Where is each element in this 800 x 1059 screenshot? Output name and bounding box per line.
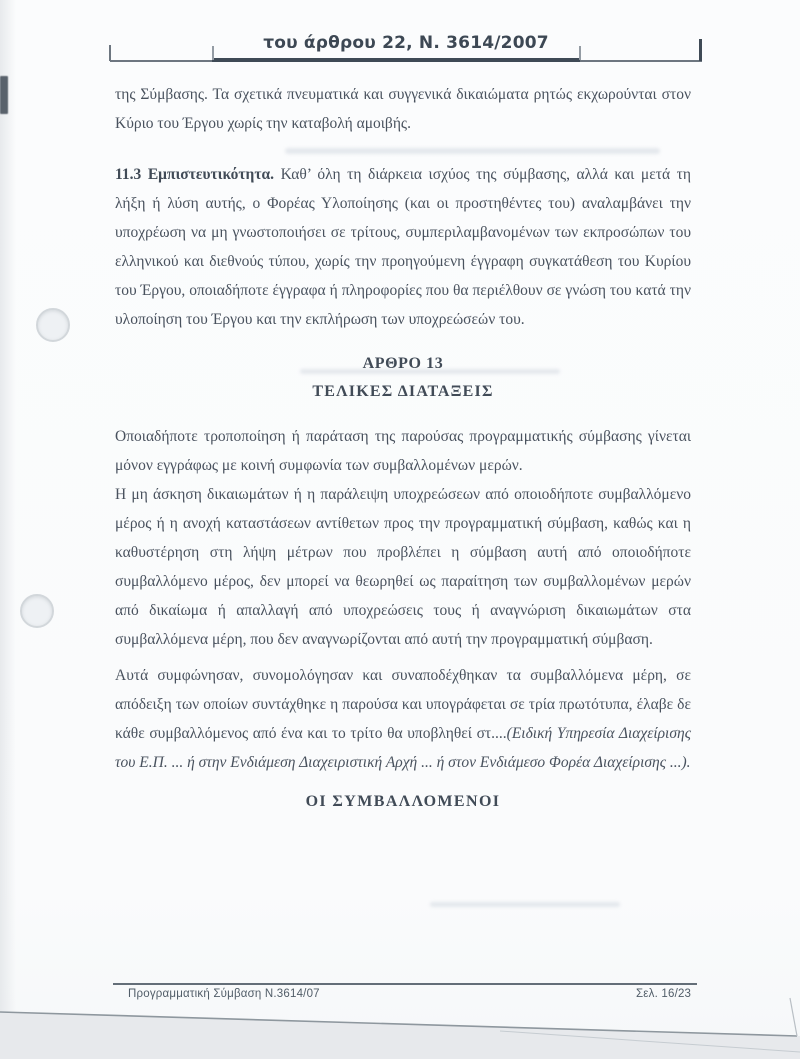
punch-hole xyxy=(20,594,54,628)
scan-ink-mark xyxy=(0,76,8,114)
closing-text-italic: (Ειδική Υπηρεσία Διαχείρισης του Ε.Π. ... ή στην Ενδιάμεση Διαχειριστική Αρχή ... ή στον Ενδιάμεσο Φορέα Διαχείρισης ...). xyxy=(115,725,691,771)
article-number: ΑΡΘΡΟ 13 xyxy=(362,355,444,372)
document-body xyxy=(115,80,691,816)
paragraph: της Σύμβασης. Τα σχετικά πνευματικά και συγγενικά δικαιώματα ρητώς εκχωρούνται στον Κύριο του Έργου χωρίς την καταβολή αμοιβής. xyxy=(115,86,691,132)
scan-bleedthrough-smudge xyxy=(430,902,620,907)
page-header-title: του άρθρου 22, Ν. 3614/2007 xyxy=(263,33,549,53)
article-heading xyxy=(115,350,691,406)
signatories-heading: ΟΙ ΣΥΜΒΑΛΛΟΜΕΝΟΙ xyxy=(305,793,501,810)
header-rule-underline xyxy=(212,58,580,62)
footer-document-title: Προγραμματική Σύμβαση Ν.3614/07 xyxy=(128,988,320,1000)
scan-left-edge-shadow xyxy=(0,0,16,1012)
paragraph: Οποιαδήποτε τροποποίηση ή παράταση της παρούσας προγραμματικής σύμβασης γίνεται μόνον εγγράφως με κοινή συμφωνία των συμβαλλομένων μερών. xyxy=(115,428,691,474)
punch-hole xyxy=(36,308,70,342)
clause-text: Καθ’ όλη τη διάρκεια ισχύος της σύμβασης, αλλά και μετά τη λήξη ή λύση αυτής, ο Φορέας Υλοποίησης (και οι προστηθέντες του) αναλαμβάνει την υποχρέωση να μη γνωστοποιήσει σε τρίτους, συμπεριλαμβανομένων των εκπροσώπων του ελληνικού και διεθνούς τύπου, χωρίς την προηγούμενη έγγραφη συγκατάθεση του Κυρίου του Έργου, οποιαδήποτε έγγραφα ή πληροφορίες που θα περιέλθουν σε γνώση του κατά την υλοποίηση του Έργου και την εκπλήρωση των υποχρεώσεών του. xyxy=(115,166,692,328)
paragraph-confidentiality xyxy=(115,160,691,334)
paragraph: Η μη άσκηση δικαιωμάτων ή η παράλειψη υποχρεώσεων από οποιοδήποτε συμβαλλόμενο μέρος ή η ανοχή καταστάσεων αντίθετων προς την προγραμματική σύμβαση, καθώς και η καθυστέρηση στη λήψη μέτρων που προβλέπει η σύμβαση αυτή από οποιοδήποτε συμβαλλόμενο μέρος, δεν μπορεί να θεωρηθεί ως παραίτηση των συμβαλλομένων μερών από δικαίωμα ή απαλλαγή από υποχρεώσεις τους ή αναγνώριση δικαιωμάτων στα συμβαλλόμενα μέρη, που δεν αναγνωρίζονται από αυτή την προγραμματική σύμβαση. xyxy=(115,486,691,648)
footer-page-number: Σελ. 16/23 xyxy=(636,988,692,1000)
closing-paragraph xyxy=(115,661,691,777)
closing-text: Αυτά συμφώνησαν, συνομολόγησαν και συναποδέχθηκαν τα συμβαλλόμενα μέρη, σε απόδειξη των οποίων συντάχθηκε η παρούσα και υπογράφεται σε τρία πρωτότυπα, έλαβε δε κάθε συμβαλλόμενος από ένα και το τρίτο θα υποβληθεί στ.... xyxy=(115,667,691,742)
clause-number-label: 11.3 Εμπιστευτικότητα. xyxy=(115,166,274,183)
article-title: ΤΕΛΙΚΕΣ ΔΙΑΤΑΞΕΙΣ xyxy=(312,383,494,400)
footer-rule xyxy=(113,983,697,985)
